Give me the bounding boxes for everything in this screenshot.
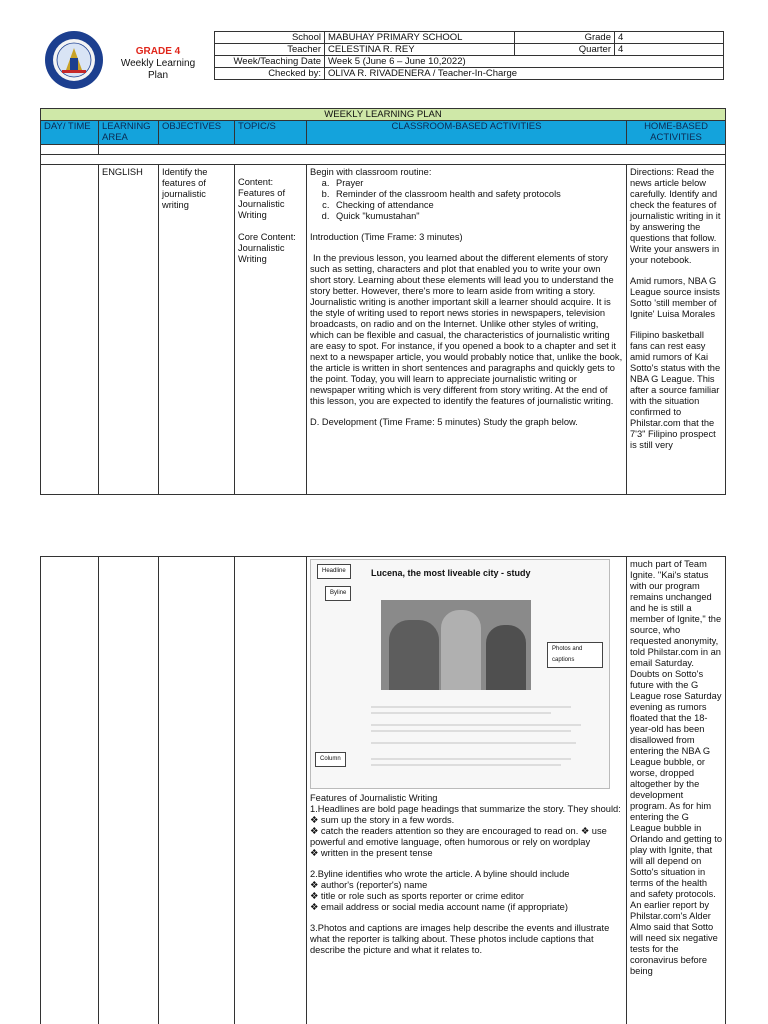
info-label: School [215,32,325,44]
intro-text: In the previous lesson, you learned about the different elements of story such as setting, characters and plot that enabled you to write your own short story. Learning about these elements will lead you to understand the story better. However, there's more to learn aside from writing a story. Journalistic writing is another important skill a learner should acquire. It is the style of writing used to report news stories in newspapers, television broadcasts, on radio and on the Internet. Unlike other styles of writing, which can be flexible and casual, the characteristics of journalistic writing are easy to spot. For instance, if you opened a book to a chapter and set it next to a newspaper article, you would probably notice that, unlike the book, the article is written in short sentences and paragraphs and quickly gets to the point. Today, you will learn to appreciate journalistic writing or newspaper writing which is very different from story writing. At the end of this lesson, you are expected to identify the features of journalistic writing. [310,253,623,406]
learning-area-cell: ENGLISH [99,165,159,495]
info-row-week [215,56,724,68]
info-value: MABUHAY PRIMARY SCHOOL [325,32,515,44]
plan-header-row [41,121,726,145]
col-home-activities: HOME-BASED ACTIVITIES [627,121,726,145]
topics-cell [235,165,307,495]
topic-content: Content: Features of Journalistic Writing [238,177,286,220]
document-title [108,46,208,82]
weekly-plan-page1 [40,108,726,495]
home-activities-cell [627,165,726,495]
doc-type-line2: Plan [147,70,168,81]
byline-tag: Byline [325,586,351,601]
headline-tag: Headline [317,564,351,579]
headline-intro: 1.Headlines are bold page headings that summarize the story. They should: [310,804,621,814]
headline-point: ❖ sum up the story in a few words. [310,815,455,825]
intro-title: Introduction (Time Frame: 3 minutes) [310,232,463,242]
info-label: Grade [515,32,615,44]
weekly-plan-table [40,108,726,495]
info-value: 4 [615,44,724,56]
col-topics: TOPIC/S [235,121,307,145]
byline-point: ❖ email address or social media account name (if appropriate) [310,902,568,912]
home-article-title: Amid rumors, NBA G League source insists Sotto 'still member of Ignite' Luisa Morales [630,276,720,319]
col-day-time: DAY/ TIME [41,121,99,145]
photos-captions-text: 3.Photos and captions are images help describe the events and illustrate what the reporter is talking about. These photos include captions that describe the picture and what it relates to. [310,923,610,955]
column-tag: Column [315,752,346,767]
info-label: Checked by: [215,68,325,80]
development-text: D. Development (Time Frame: 5 minutes) Study the graph below. [310,417,578,427]
col-classroom-activities: CLASSROOM-BASED ACTIVITIES [307,121,627,145]
plan-row-continued [41,557,726,1024]
info-row-teacher [215,44,724,56]
news-photo [381,600,531,690]
info-value: CELESTINA R. REY [325,44,515,56]
weekly-plan-page2 [40,556,726,1024]
headline-point: ❖ catch the readers attention so they are encouraged to read on. ❖ use powerful and emotive language, often humorous or rely on wordplay [310,826,607,847]
byline-point: ❖ title or role such as sports reporter or crime editor [310,891,524,901]
figure-headline: Lucena, the most liveable city - study [371,568,531,578]
info-label: Quarter [515,44,615,56]
weekly-plan-table-continued [40,556,726,1024]
deped-seal-icon [44,30,104,90]
routine-item: c. Checking of attendance [332,200,623,211]
info-row-checked [215,68,724,80]
topic-core-content: Core Content: Journalistic Writing [238,232,296,264]
day-time-cell [41,165,99,495]
col-learning-area: LEARNING AREA [99,121,159,145]
plan-row-english [41,165,726,495]
byline-intro: 2.Byline identifies who wrote the article. A byline should include [310,869,570,879]
headline-point: ❖ written in the present tense [310,848,433,858]
info-value: OLIVA R. RIVADENERA / Teacher-In-Charge [325,68,724,80]
info-label: Teacher [215,44,325,56]
objectives-cell: Identify the features of journalistic writing [159,165,235,495]
routine-item: b. Reminder of the classroom health and safety protocols [332,189,623,200]
features-title: Features of Journalistic Writing [310,793,438,803]
news-article-figure [310,559,610,789]
routine-item: a. Prayer [332,178,623,189]
routine-title: Begin with classroom routine: [310,167,432,177]
home-article-text: Filipino basketball fans can rest easy amid rumors of Kai Sotto's status with the NBA G League. This after a source familiar with the situation confirmed to Philstar.com that the 7'3" Filipino prospect is still very [630,330,721,450]
classroom-activities-continued [307,557,627,1024]
doc-type-line1: Weekly Learning [120,58,196,69]
info-label: Week/Teaching Date [215,56,325,68]
info-value: Week 5 (June 6 – June 10,2022) [325,56,724,68]
grade-label: GRADE 4 [135,46,181,57]
info-table [214,31,724,80]
byline-point: ❖ author's (reporter's) name [310,880,428,890]
col-objectives: OBJECTIVES [159,121,235,145]
home-directions: Directions: Read the news article below carefully. Identify and check the features of journalistic writing in it by answering the questions that follow. Write your answers in your notebook. [630,167,721,265]
classroom-activities-cell [307,165,627,495]
photos-captions-tag: Photos and captions [547,642,603,668]
routine-item: d. Quick "kumustahan" [332,211,623,222]
plan-banner: WEEKLY LEARNING PLAN [41,109,726,121]
info-value: 4 [615,32,724,44]
info-row-school [215,32,724,44]
home-activities-continued: much part of Team Ignite. "Kai's status with our program remains unchanged and he is still a member of Ignite," the source, who requested anonymity, told Philstar.com in an email Saturday. Doubts on Sotto's future with the G League rose Saturday evening as rumors floated that the 18-year-old has been disallowed from entering the NBA G League bubble, or worse, dropped altogether by the development program. As for him entering the G League bubble in Orlando and getting to play with Ignite, that will all depend on Sotto's situation in terms of the health and safety protocols. An earlier report by Philstar.com's Alder Almo said that Sotto will need six negative tests for the coronavirus before being [627,557,726,1024]
routine-list [332,178,623,222]
